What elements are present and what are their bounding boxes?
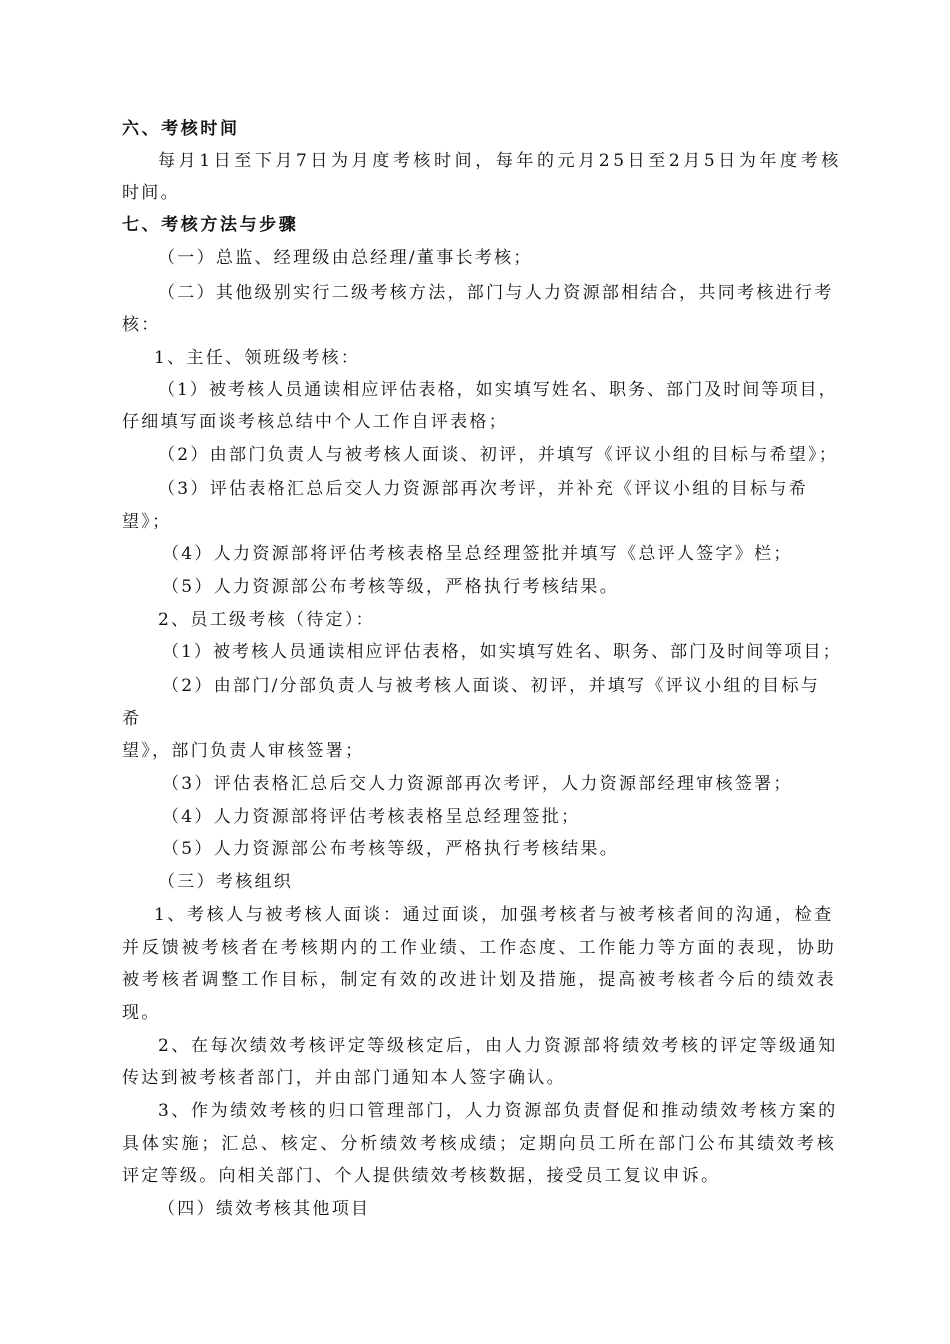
sub-2-step-2-line-1: （2）由部门/分部负责人与被考核人面谈、初评，并填写《评议小组的目标与 <box>162 676 821 696</box>
sub-2-step-3: （3）评估表格汇总后交人力资源部再次考评，人力资源部经理审核签署； <box>162 774 793 794</box>
item-3-para-1-line-2: 并反馈被考核者在考核期内的工作业绩、工作态度、工作能力等方面的表现，协助 <box>122 938 837 958</box>
item-3-para-3-line-1: 3、作为绩效考核的归口管理部门，人力资源部负责督促和推动绩效考核方案的 <box>158 1101 838 1121</box>
sub-1-step-5: （5）人力资源部公布考核等级，严格执行考核结果。 <box>162 577 620 597</box>
section-6-heading: 六、考核时间 <box>122 119 240 139</box>
sub-2-heading: 2、员工级考核（待定）： <box>158 610 375 630</box>
sub-2-step-1: （1）被考核人员通读相应评估表格，如实填写姓名、职务、部门及时间等项目； <box>162 642 842 662</box>
item-1: （一）总监、经理级由总经理/董事长考核； <box>158 248 533 268</box>
sub-1-step-1-line-1: （1）被考核人员通读相应评估表格，如实填写姓名、职务、部门及时间等项目， <box>158 380 838 400</box>
item-2-line-2: 核： <box>122 315 161 335</box>
item-3-para-2-line-2: 传达到被考核者部门，并由部门通知本人签字确认。 <box>122 1068 566 1088</box>
item-3-para-3-line-2: 具体实施；汇总、核定、分析绩效考核成绩；定期向员工所在部门公布其绩效考核 <box>122 1134 837 1154</box>
section-6-body-line-1: 每月1日至下月7日为月度考核时间，每年的元月25日至2月5日为年度考核 <box>158 151 842 171</box>
section-7-heading: 七、考核方法与步骤 <box>122 215 299 235</box>
sub-1-heading: 1、主任、领班级考核： <box>154 348 361 368</box>
item-3-para-2-line-1: 2、在每次绩效考核评定等级核定后，由人力资源部将绩效考核的评定等级通知 <box>158 1036 838 1056</box>
sub-2-step-2-line-2: 希 <box>122 709 142 729</box>
sub-2-step-5: （5）人力资源部公布考核等级，严格执行考核结果。 <box>162 839 620 859</box>
sub-1-step-2: （2）由部门负责人与被考核人面谈、初评，并填写《评议小组的目标与希望》； <box>158 445 839 465</box>
item-2-line-1: （二）其他级别实行二级考核方法，部门与人力资源部相结合，共同考核进行考 <box>158 283 834 303</box>
sub-2-step-4: （4）人力资源部将评估考核表格呈总经理签批； <box>162 807 581 827</box>
item-4-heading: （四）绩效考核其他项目 <box>158 1199 371 1219</box>
item-3-heading: （三）考核组织 <box>158 872 294 892</box>
section-6-body-line-2: 时间。 <box>122 183 180 203</box>
sub-2-step-2-line-3: 望》，部门负责人审核签署； <box>122 741 365 761</box>
item-3-para-1-line-3: 被考核者调整工作目标，制定有效的改进计划及措施，提高被考核者今后的绩效表 <box>122 970 837 990</box>
sub-1-step-3-line-2: 望》； <box>122 512 172 532</box>
sub-1-step-1-line-2: 仔细填写面谈考核总结中个人工作自评表格； <box>122 412 508 432</box>
item-3-para-1-line-1: 1、考核人与被考核人面谈：通过面谈，加强考核者与被考核者间的沟通，检查 <box>154 905 834 925</box>
item-3-para-1-line-4: 现。 <box>122 1003 161 1023</box>
sub-1-step-4: （4）人力资源部将评估考核表格呈总经理签批并填写《总评人签字》栏； <box>162 544 793 564</box>
sub-1-step-3-line-1: （3）评估表格汇总后交人力资源部再次考评，并补充《评议小组的目标与希 <box>158 479 809 499</box>
item-3-para-3-line-3: 评定等级。向相关部门、个人提供绩效考核数据，接受员工复议申诉。 <box>122 1166 721 1186</box>
